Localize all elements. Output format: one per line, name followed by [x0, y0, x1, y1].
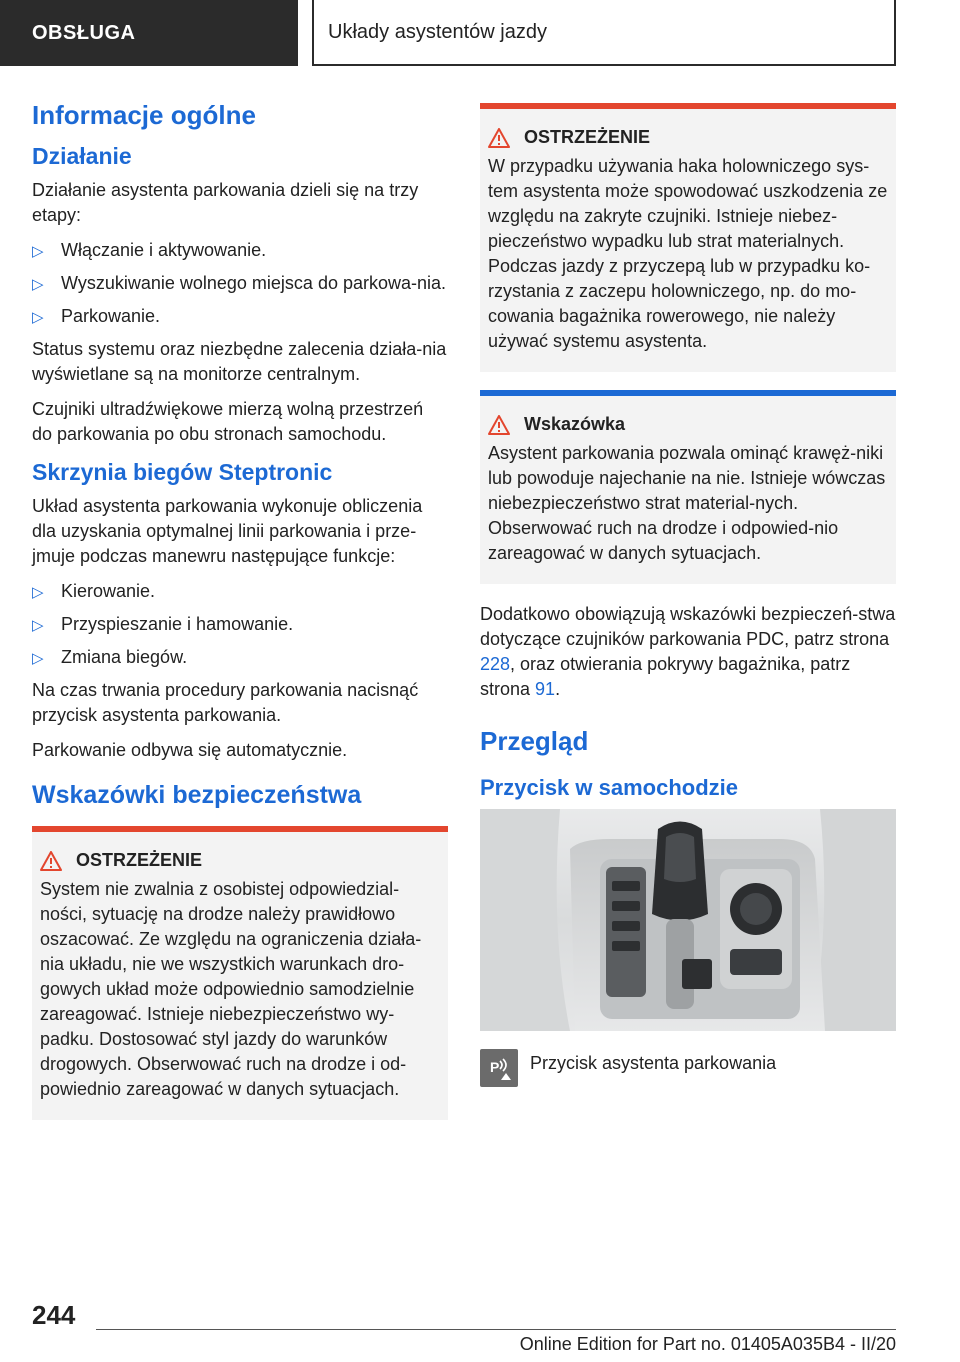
- stages-list: [32, 238, 448, 329]
- paragraph-automatic: Parkowanie odbywa się automatycznie.: [32, 740, 348, 760]
- page-header: [0, 0, 960, 66]
- heading-function: Działanie: [32, 143, 132, 169]
- paragraph-function: Działanie asystenta parkowania dzieli się na trzy etapy:: [32, 180, 419, 225]
- chapter-tab: Układy asystentów jazdy: [312, 0, 896, 66]
- paragraph-steptronic: Układ asystenta parkowania wykonuje obliczenia dla uzyskania optymalnej linii parkowania i prze‐jmuje podczas manewru następujące funkcje:: [32, 496, 423, 566]
- heading-safety: Wskazówki bezpieczeństwa: [32, 781, 362, 809]
- list-item: ▷ Zmiana biegów.: [32, 645, 448, 670]
- svg-text:P: P: [490, 1059, 500, 1075]
- park-assist-button-icon: [480, 1049, 518, 1087]
- warning-text: System nie zwalnia z osobistej odpowiedzial‐ności, sytuację na drodze należy prawidłowo oszacować. Ze względu na ograniczenia działa‐nia układu, nie we wszystkich warunkach dro‐gowych układ może odpowiednio samodzielnie zareagować. Istnieje niebezpieczeństwo wy‐padku. Dostosować styl jazdy do warunków drogowych. Obserwować ruch na drodze i od‐powiednio zareagować w danych sytuacjach.: [40, 879, 422, 1099]
- left-column: [32, 100, 448, 1138]
- warning-triangle-icon: [488, 415, 510, 435]
- page-link-228[interactable]: 228: [480, 654, 511, 674]
- paragraph-sensors: Czujniki ultradźwiękowe mierzą wolną przestrzeń do parkowania po obu stronach samochodu.: [32, 399, 424, 444]
- note-text: Asystent parkowania pozwala ominąć krawęż‐niki lub powoduje najechanie na nie. Istnieje wówczas niebezpieczeństwo strat material‐nych. Obserwować ruch na drodze i odpowied‐nio zareagować w danych sytuacjach.: [488, 443, 886, 563]
- triangle-bullet-icon: ▷: [32, 243, 44, 260]
- triangle-bullet-icon: ▷: [32, 617, 44, 634]
- heading-general-info: Informacje ogólne: [32, 100, 256, 130]
- warning-title: OSTRZEŻENIE: [40, 850, 440, 871]
- list-item: ▷ Parkowanie.: [32, 304, 448, 329]
- section-tab: OBSŁUGA: [0, 0, 298, 66]
- triangle-bullet-icon: ▷: [32, 309, 44, 326]
- warning-box-tow-hitch: [480, 103, 896, 372]
- triangle-bullet-icon: ▷: [32, 584, 44, 601]
- functions-list: [32, 579, 448, 670]
- heading-overview: Przegląd: [480, 726, 589, 756]
- triangle-bullet-icon: ▷: [32, 650, 44, 667]
- heading-button-in-car: Przycisk w samochodzie: [480, 775, 738, 800]
- center-console-photo: [480, 809, 896, 1031]
- footer-divider: [96, 1329, 896, 1330]
- warning-box: [32, 826, 448, 1120]
- note-box: [480, 390, 896, 584]
- paragraph-additional: Dodatkowo obowiązują wskazówki bezpieczeń‐stwa dotyczące czujników parkowania PDC, patrz strona 228, oraz otwierania pokrywy bagażnika, patrz strona 91.: [480, 604, 896, 699]
- list-item: ▷ Kierowanie.: [32, 579, 448, 604]
- edition-info: Online Edition for Part no. 01405A035B4 - II/20: [519, 1334, 896, 1354]
- console-illustration: [480, 809, 896, 1031]
- paragraph-status: Status systemu oraz niezbędne zalecenia działa‐nia wyświetlane są na monitorze centralnym.: [32, 339, 447, 384]
- list-item: ▷ Przyspieszanie i hamowanie.: [32, 612, 448, 637]
- caption-text: Przycisk asystenta parkowania: [530, 1053, 777, 1073]
- note-title: Wskazówka: [488, 414, 888, 435]
- warning-text: W przypadku używania haka holowniczego sys‐tem asystenta może spowodować uszkodzenia ze względu na zakryte czujniki. Istnieje niebez‐pieczeństwo wypadku lub strat materialnych. Podczas jazdy z przyczepą lub w przypadku ko‐rzystania z zaczepu holowniczego, np. do mo‐cowania bagażnika rowerowego, nie należy używać systemu asystenta.: [488, 156, 888, 351]
- page-link-91[interactable]: 91: [535, 679, 556, 699]
- right-column: [480, 103, 896, 1087]
- figure-caption: [480, 1049, 896, 1087]
- list-item: ▷ Włączanie i aktywowanie.: [32, 238, 448, 263]
- page-number: 244: [32, 1300, 76, 1330]
- warning-triangle-icon: [488, 128, 510, 148]
- list-item: ▷ Wyszukiwanie wolnego miejsca do parkowa‐nia.: [32, 271, 448, 296]
- paragraph-press-button: Na czas trwania procedury parkowania nacisnąć przycisk asystenta parkowania.: [32, 680, 419, 725]
- heading-steptronic: Skrzynia biegów Steptronic: [32, 459, 333, 485]
- warning-title: OSTRZEŻENIE: [488, 127, 888, 148]
- warning-triangle-icon: [40, 851, 62, 871]
- triangle-bullet-icon: ▷: [32, 276, 44, 293]
